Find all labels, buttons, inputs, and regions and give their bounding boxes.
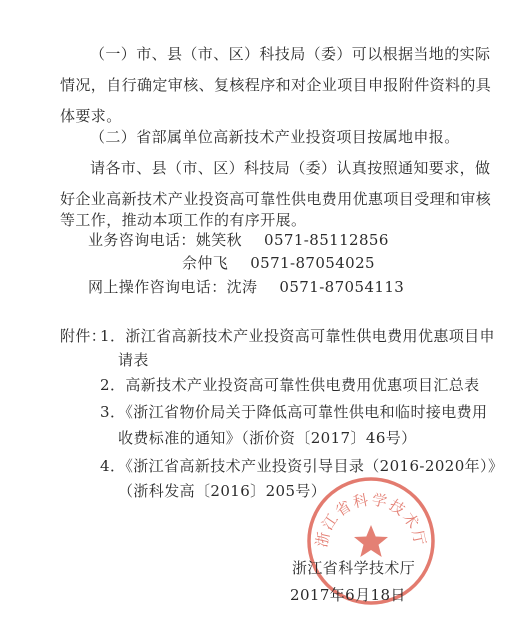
- attachment-1-line-1: 1．浙江省高新技术产业投资高可靠性供电费用优惠项目申: [100, 327, 495, 345]
- contact-row-2: [182, 253, 375, 273]
- attachments-label: 附件：: [60, 327, 107, 345]
- contact-3-name: 沈涛: [226, 278, 258, 296]
- attachment-2-line-1: 2．高新技术产业投资高可靠性供电费用优惠项目汇总表: [100, 376, 480, 394]
- attachment-1-line-2: 请表: [118, 351, 149, 369]
- paragraph-1-line-2: 情况，自行确定审核、复核程序和对企业项目申报附件资料的具: [60, 76, 492, 94]
- contact-row-3: [88, 277, 404, 297]
- attachment-3-line-1: 3．《浙江省物价局关于降低高可靠性供电和临时接电费用: [100, 403, 488, 421]
- issue-date: 2017年6月18日: [290, 586, 406, 604]
- attachment-4-line-1: 4．《浙江省高新技术产业投资引导目录（2016-2020年）》: [100, 457, 504, 475]
- attachment-3-line-2: 收费标准的通知》（浙价资〔2017〕46号）: [118, 429, 417, 447]
- issuer-name: 浙江省科学技术厅: [292, 559, 416, 577]
- contact-1-name: 姚笑秋: [195, 231, 243, 249]
- business-contact-label: 业务咨询电话：: [88, 231, 196, 249]
- svg-text:浙江省科学技术厅: 浙江省科学技术厅: [312, 490, 430, 549]
- online-contact-label: 网上操作咨询电话：: [88, 278, 227, 296]
- paragraph-3-line-3: 等工作，推动本项工作的有序开展。: [60, 211, 307, 229]
- contact-1-phone: 0571-85112856: [264, 231, 389, 249]
- attachment-4-line-2: （浙科发高〔2016〕205号）: [118, 482, 327, 500]
- paragraph-3-line-2: 好企业高新技术产业投资高可靠性供电费用优惠项目受理和审核: [60, 190, 492, 208]
- paragraph-1-line-1: （一）市、县（市、区）科技局（委）可以根据当地的实际: [90, 45, 491, 63]
- contact-2-phone: 0571-87054025: [250, 254, 375, 272]
- contact-3-phone: 0571-87054113: [279, 278, 405, 296]
- paragraph-3-line-1: 请各市、县（市、区）科技局（委）认真按照通知要求，做: [90, 159, 491, 177]
- contact-2-name: 佘仲飞: [182, 254, 229, 272]
- paragraph-1-line-3: 体要求。: [60, 107, 122, 125]
- paragraph-2-line-1: （二）省部属单位高新技术产业投资项目按属地申报。: [90, 128, 460, 146]
- contact-row-1: [88, 230, 389, 250]
